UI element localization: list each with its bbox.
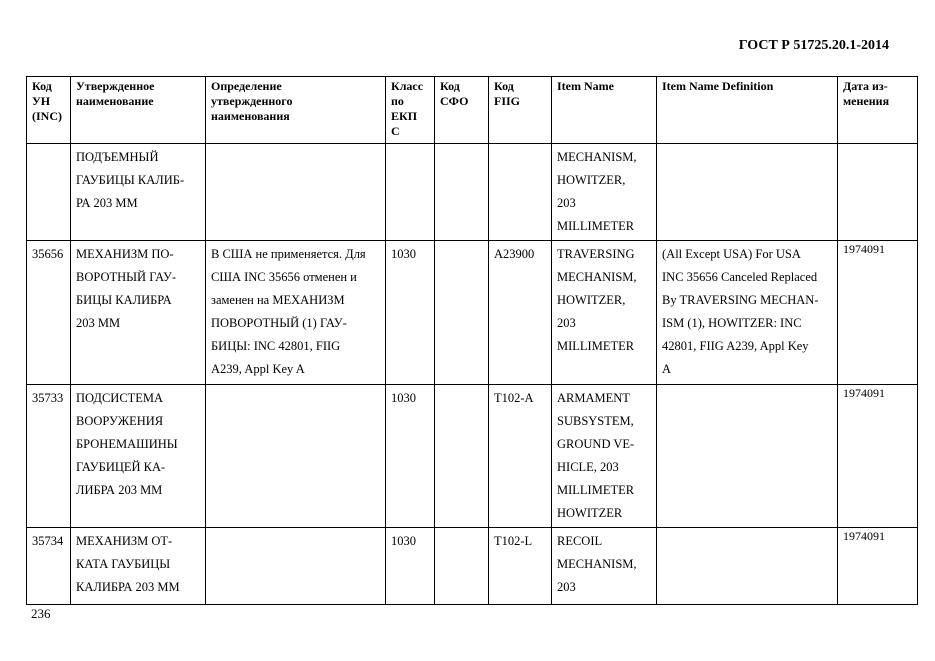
cell-change-date [838, 144, 918, 241]
cell-class: 1030 [386, 528, 435, 605]
header-definition: Определение утвержденного наименования [206, 77, 386, 144]
cell-change-date: 1974091 [838, 528, 918, 605]
table-row [27, 144, 918, 241]
cell-definition-en [657, 528, 838, 605]
cell-sfo [435, 528, 489, 605]
cell-class: 1030 [386, 241, 435, 385]
header-item-name-definition: Item Name Definition [657, 77, 838, 144]
cell-definition-ru [206, 385, 386, 528]
header-inc: Код УН (INC) [27, 77, 71, 144]
cell-inc [27, 144, 71, 241]
page-number: 236 [31, 606, 51, 621]
cell-name-ru: МЕХАНИЗМ ОТ- КАТА ГАУБИЦЫ КАЛИБРА 203 ММ [71, 528, 206, 605]
cell-sfo [435, 385, 489, 528]
header-sfo: Код СФО [435, 77, 489, 144]
cell-item-name: RECOIL MECHANISM, 203 [552, 528, 657, 605]
catalog-table [26, 76, 918, 605]
cell-definition-en [657, 385, 838, 528]
cell-inc: 35656 [27, 241, 71, 385]
cell-definition-ru [206, 528, 386, 605]
header-change-date: Дата из- менения [838, 77, 918, 144]
cell-definition-en [657, 144, 838, 241]
cell-fiig: T102-A [489, 385, 552, 528]
cell-item-name: MECHANISM, HOWITZER, 203 MILLIMETER [552, 144, 657, 241]
cell-name-ru: МЕХАНИЗМ ПО- ВОРОТНЫЙ ГАУ- БИЦЫ КАЛИБРА 203 ММ [71, 241, 206, 385]
table-header-row [27, 77, 918, 144]
cell-name-ru: ПОДЪЕМНЫЙ ГАУБИЦЫ КАЛИБ- РА 203 ММ [71, 144, 206, 241]
cell-class [386, 144, 435, 241]
table-row [27, 385, 918, 528]
cell-fiig: A23900 [489, 241, 552, 385]
cell-definition-ru: В США не применяется. Для США INC 35656 отменен и заменен на МЕХАНИЗМ ПОВОРОТНЫЙ (1) ГАУ- БИЦЫ: INC 42801, FIIG A239, Appl Key A [206, 241, 386, 385]
cell-name-ru: ПОДСИСТЕМА ВООРУЖЕНИЯ БРОНЕМАШИНЫ ГАУБИЦЕЙ КА- ЛИБРА 203 ММ [71, 385, 206, 528]
cell-inc: 35733 [27, 385, 71, 528]
cell-sfo [435, 241, 489, 385]
cell-definition-ru [206, 144, 386, 241]
document-standard-code: ГОСТ Р 51725.20.1-2014 [738, 38, 889, 53]
header-fiig: Код FIIG [489, 77, 552, 144]
table-row [27, 241, 918, 385]
cell-change-date: 1974091 [838, 385, 918, 528]
cell-sfo [435, 144, 489, 241]
table-row [27, 528, 918, 605]
header-approved-name: Утвержденное наименование [71, 77, 206, 144]
cell-item-name: TRAVERSING MECHANISM, HOWITZER, 203 MILLIMETER [552, 241, 657, 385]
header-class: Класс по ЕКП С [386, 77, 435, 144]
header-item-name: Item Name [552, 77, 657, 144]
cell-change-date: 1974091 [838, 241, 918, 385]
cell-item-name: ARMAMENT SUBSYSTEM, GROUND VE- HICLE, 203 MILLIMETER HOWITZER [552, 385, 657, 528]
cell-fiig [489, 144, 552, 241]
cell-fiig: T102-L [489, 528, 552, 605]
cell-definition-en: (All Except USA) For USA INC 35656 Canceled Replaced By TRAVERSING MECHAN- ISM (1), HOWITZER: INC 42801, FIIG A239, Appl Key A [657, 241, 838, 385]
cell-inc: 35734 [27, 528, 71, 605]
cell-class: 1030 [386, 385, 435, 528]
